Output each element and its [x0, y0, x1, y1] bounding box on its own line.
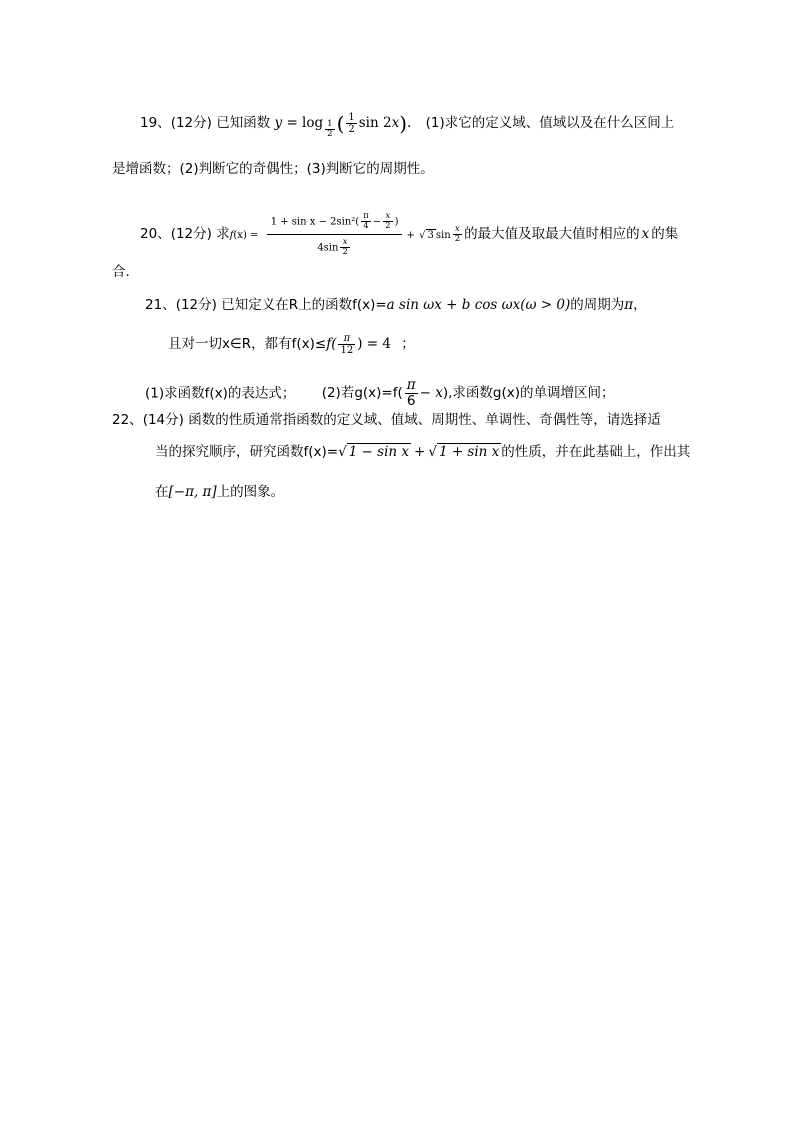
- q19-eq: =: [286, 115, 298, 131]
- q20-line2: 合.: [112, 264, 130, 280]
- q22-line1: 22、(14分) 函数的性质通常指函数的定义域、值域、周期性、单调性、奇偶性等，请选择适: [112, 412, 661, 428]
- q19-score: (12分): [170, 115, 212, 131]
- q19-inner-frac: $\frac{1}{2}$: [348, 112, 355, 135]
- q21-line3: [145, 378, 615, 409]
- q20-number: 20、: [140, 226, 171, 243]
- q21-part2: (2)若g(x)=f( $\frac{\pi}{6}$ − x),求函数g(x)的单调增区间；: [321, 377, 615, 409]
- q21-line2: 且对一切x∈R，都有f(x)≤f( $\frac{\pi}{12}$ ) = 4 ；: [168, 333, 415, 356]
- q19-y: y: [274, 115, 283, 131]
- q21-prompt: 已知定义在R上的函数f(x)=: [221, 297, 387, 313]
- q19-part1: (1)求它的定义域、值域以及在什么区间上: [425, 115, 675, 131]
- q22-line3: 在[−π, π]上的图象。: [155, 484, 285, 500]
- q21-number: 21、: [145, 297, 176, 313]
- q19-log-base: $\frac{1}{2}$: [327, 118, 333, 139]
- q20-line1: 20、(12分) 求f(x) = 1 + sin x − 2sin²( $\frac{\pi}{4}$ − $\frac{x}{2}$ ) 4sin $\frac{x}{2}$ + √ 3 sin $\frac{x}{2}$ 的最大值及取最大值时相应的 x 的集: [140, 211, 679, 258]
- q20-prompt: 求: [216, 226, 230, 243]
- q19-prompt: 已知函数: [216, 115, 271, 131]
- q22-score: (14分): [142, 412, 184, 428]
- q21-line1: 21、(12分) 已知定义在R上的函数f(x)=a sin ωx + b cos ωx(ω > 0)的周期为π，: [145, 297, 647, 313]
- q22-line2: 当的探究顺序，研究函数f(x)=√ 1 − sin x + √ 1 + sin x 的性质，并在此基础上，作出其: [155, 444, 691, 460]
- q21-score: (12分): [175, 297, 217, 313]
- q22-number: 22、: [112, 412, 143, 428]
- q19-line1: 19、(12分) 已知函数 y = log $\frac{1}{2}$ ( $\frac{1}{2}$ sin 2x). (1)求它的定义域、值域以及在什么区间上: [140, 111, 675, 139]
- q19-line2: 是增函数；(2)判断它的奇偶性；(3)判断它的周期性。: [112, 161, 434, 177]
- q19-number: 19、: [140, 115, 171, 131]
- q20-main-frac: 1 + sin x − 2sin²( $\frac{\pi}{4}$ − $\frac{x}{2}$ ) 4sin $\frac{x}{2}$: [267, 212, 403, 257]
- q21-part1: (1)求函数f(x)的表达式；: [145, 385, 296, 402]
- q19-log: log: [302, 115, 324, 131]
- q20-score: (12分): [170, 226, 212, 243]
